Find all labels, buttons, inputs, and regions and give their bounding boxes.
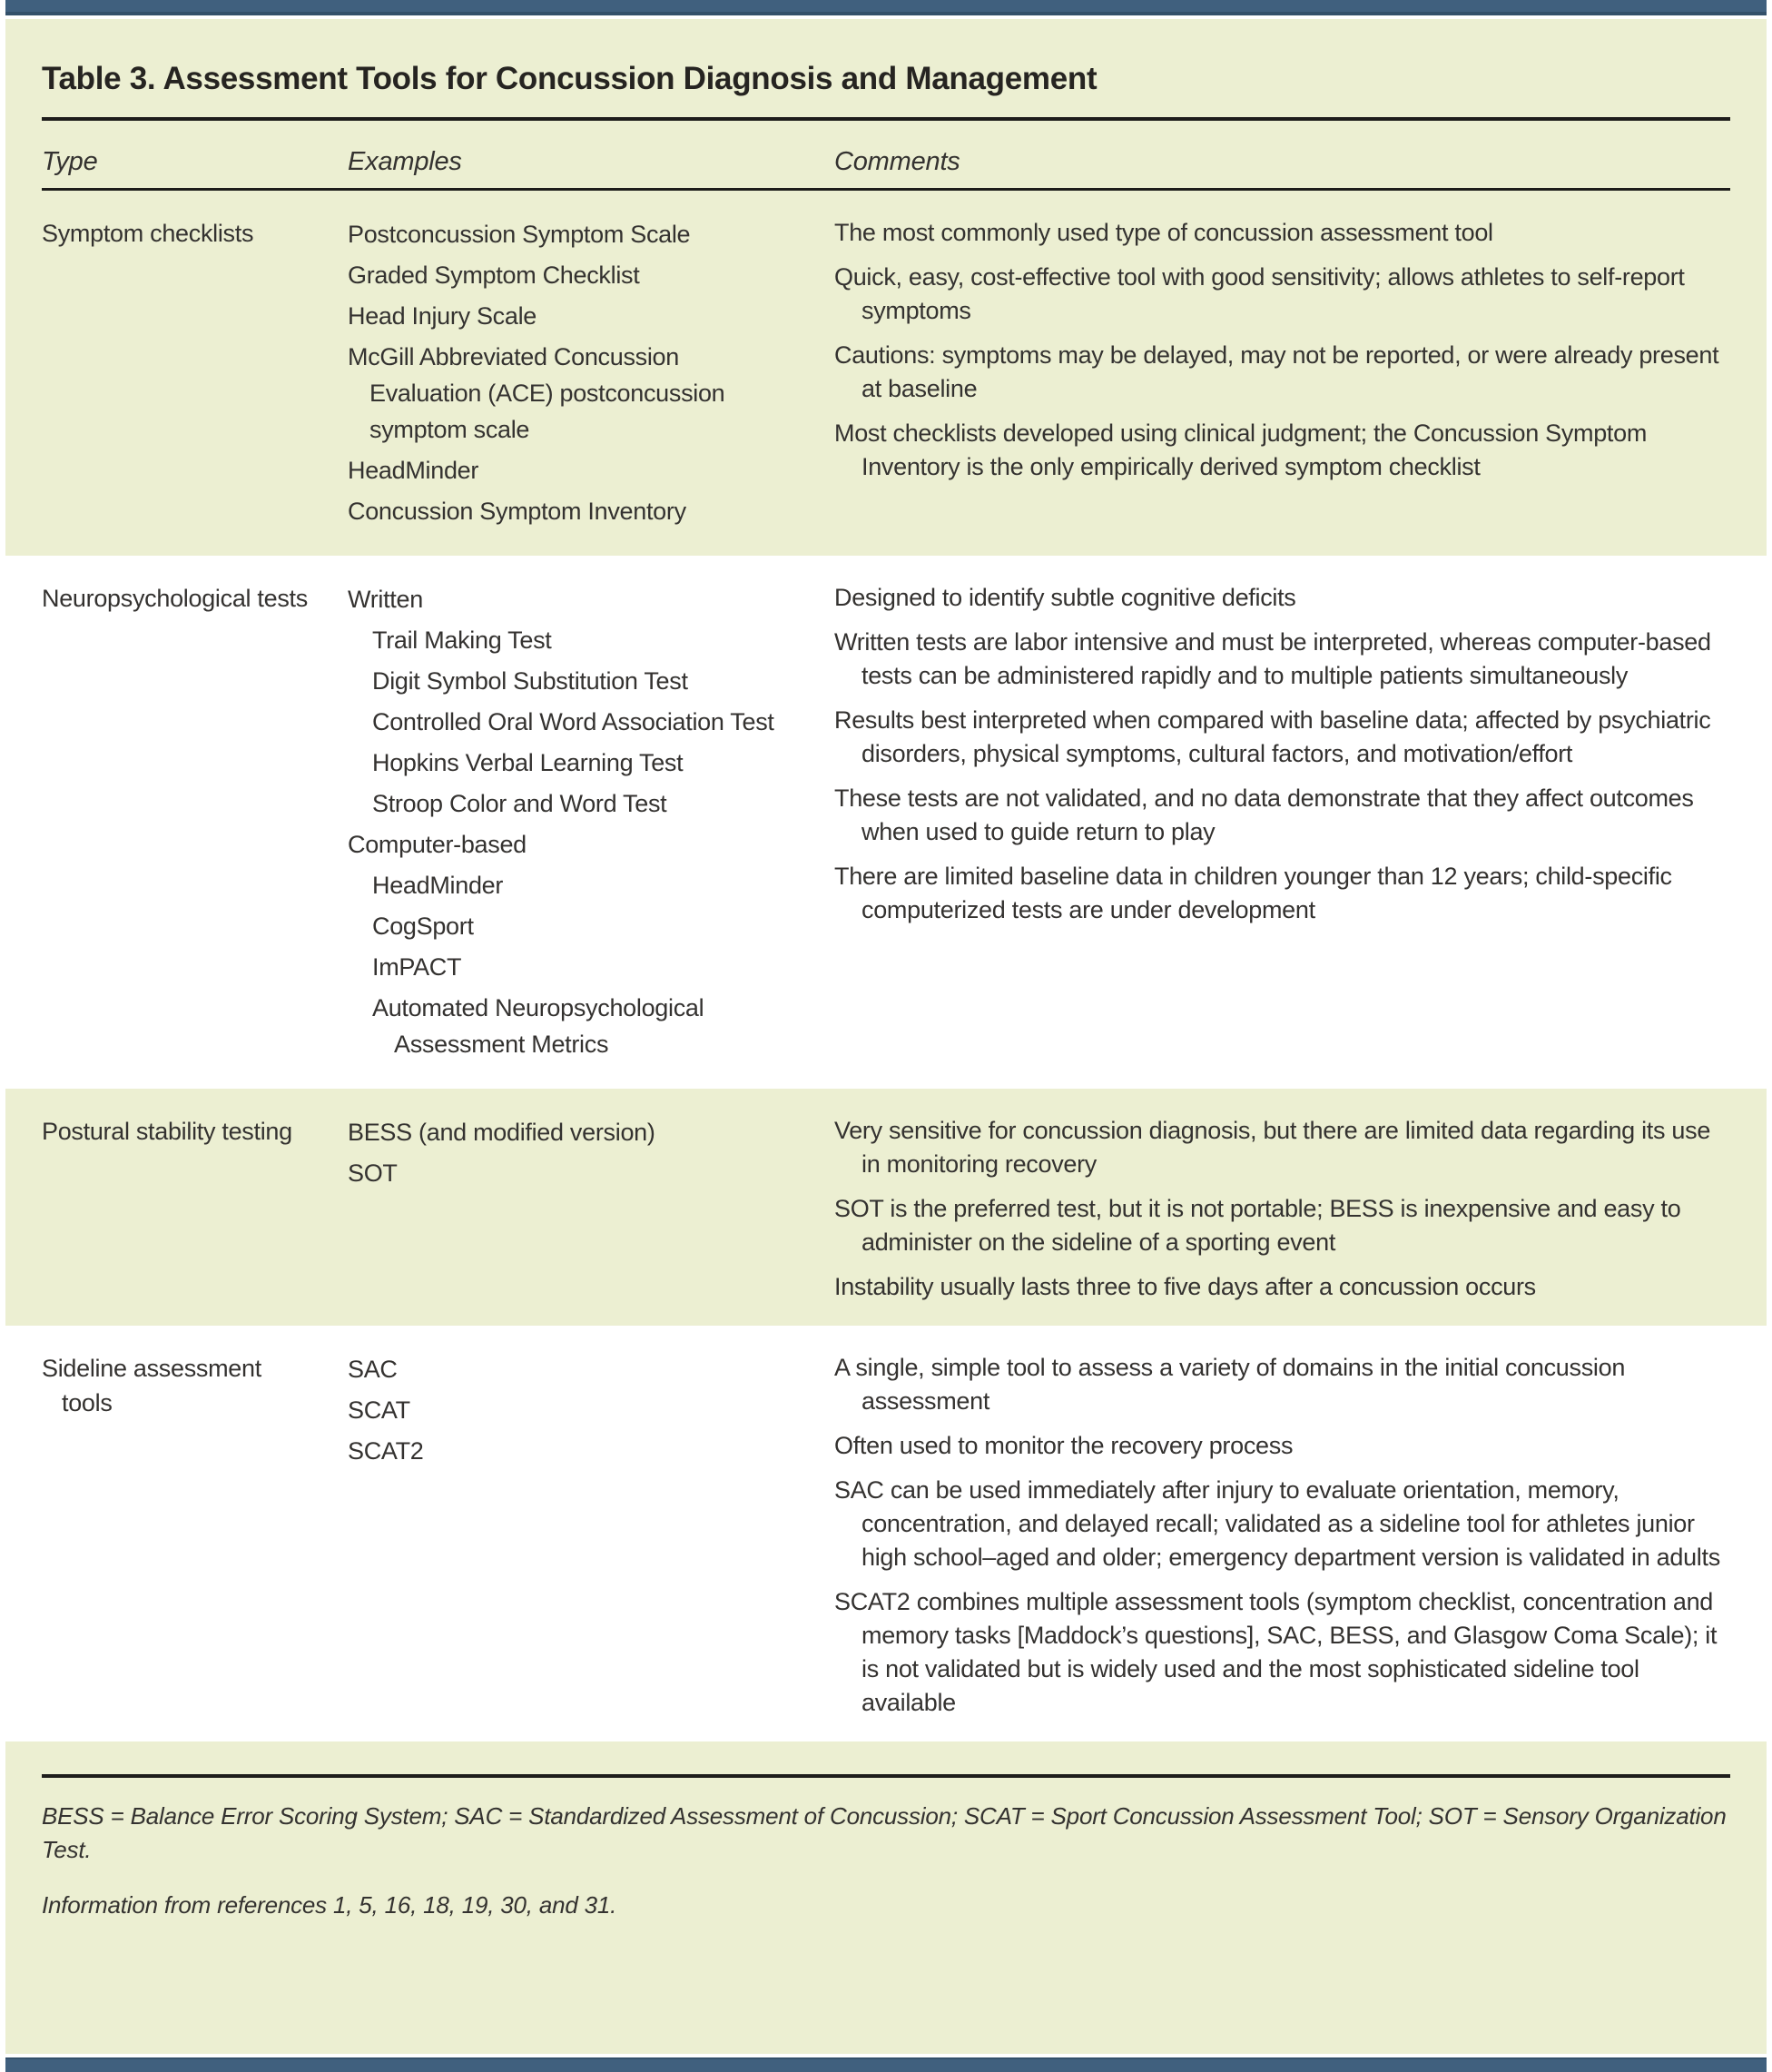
example-item: SCAT2 <box>348 1437 424 1465</box>
example-item: SCAT <box>348 1396 410 1424</box>
example-item: BESS (and modified version) <box>348 1119 655 1146</box>
table-row <box>5 1326 1767 1741</box>
example-item: Automated Neuropsychological Assessment Metrics <box>372 994 704 1058</box>
column-header-type: Type <box>42 147 98 176</box>
example-item: SOT <box>348 1159 398 1187</box>
examples-cell <box>348 1351 834 1720</box>
example-item: Trail Making Test <box>372 627 552 654</box>
example-item: Computer-based <box>348 831 527 858</box>
table-panel <box>5 19 1767 2054</box>
examples-cell <box>348 216 834 534</box>
example-item: Head Injury Scale <box>348 302 537 330</box>
comment-paragraph: Written tests are labor intensive and must be interpreted, whereas computer-based tests can be administered rapidly and to multiple patients simultaneously <box>834 628 1711 689</box>
table-row <box>5 1089 1767 1326</box>
example-item: HeadMinder <box>348 457 479 484</box>
comment-paragraph: These tests are not validated, and no data demonstrate that they affect outcomes when used to guide return to play <box>834 784 1694 845</box>
example-item: HeadMinder <box>372 872 504 899</box>
bottom-accent-bar <box>5 2057 1767 2072</box>
comment-paragraph: SOT is the preferred test, but it is not portable; BESS is inexpensive and easy to administer on the sideline of a sporting event <box>834 1195 1681 1256</box>
comment-paragraph: Often used to monitor the recovery process <box>834 1432 1294 1459</box>
comment-paragraph: Designed to identify subtle cognitive deficits <box>834 584 1296 611</box>
examples-cell <box>348 581 834 1067</box>
comment-paragraph: A single, simple tool to assess a variety of domains in the initial concussion assessment <box>834 1354 1626 1415</box>
example-item: Graded Symptom Checklist <box>348 261 640 289</box>
comment-paragraph: The most commonly used type of concussion assessment tool <box>834 219 1493 246</box>
comments-cell <box>834 216 1730 534</box>
table-footer <box>5 1774 1767 1949</box>
type-cell <box>42 1351 348 1720</box>
row-type-label: Sideline assessment tools <box>42 1355 261 1416</box>
row-type-label: Neuropsychological tests <box>42 585 308 612</box>
example-item: Digit Symbol Substitution Test <box>372 667 688 695</box>
comment-paragraph: Cautions: symptoms may be delayed, may not be reported, or were already present at baseline <box>834 341 1719 402</box>
table-title: Table 3. Assessment Tools for Concussion Diagnosis and Management <box>42 61 1098 96</box>
column-header-comments: Comments <box>834 147 960 176</box>
column-header-row <box>5 121 1767 177</box>
table-body <box>5 191 1767 1741</box>
comment-paragraph: Most checklists developed using clinical judgment; the Concussion Symptom Inventory is the only empirically derived symptom checklist <box>834 419 1648 480</box>
row-type-label: Symptom checklists <box>42 220 254 247</box>
comment-paragraph: Quick, easy, cost-effective tool with good sensitivity; allows athletes to self-report symptoms <box>834 263 1685 324</box>
comments-cell <box>834 1114 1730 1304</box>
abbreviations-note: BESS = Balance Error Scoring System; SAC = Standardized Assessment of Concussion; SCAT = Sport Concussion Assessment Tool; SOT = Sensory Organization Test. <box>42 1802 1727 1863</box>
comment-paragraph: SCAT2 combines multiple assessment tools (symptom checklist, concentration and memory tasks [Maddock’s questions], SAC, BESS, and Glasgow Coma Scale); it is not validated but is widely used and the most sophisticated sideline tool available <box>834 1588 1718 1716</box>
column-header-examples: Examples <box>348 147 462 176</box>
comment-paragraph: Very sensitive for concussion diagnosis, but there are limited data regarding its use in monitoring recovery <box>834 1117 1711 1178</box>
table-row <box>5 556 1767 1089</box>
comment-paragraph: There are limited baseline data in children younger than 12 years; child-specific computerized tests are under development <box>834 863 1672 923</box>
row-type-label: Postural stability testing <box>42 1118 292 1145</box>
example-item: SAC <box>348 1356 398 1383</box>
type-cell <box>42 581 348 1067</box>
comment-paragraph: Instability usually lasts three to five days after a concussion occurs <box>834 1273 1536 1300</box>
comments-cell <box>834 1351 1730 1720</box>
example-item: Controlled Oral Word Association Test <box>372 708 774 735</box>
type-cell <box>42 1114 348 1304</box>
source-note: Information from references 1, 5, 16, 18, 19, 30, and 31. <box>42 1891 617 1919</box>
table-row <box>5 191 1767 556</box>
example-item: Concussion Symptom Inventory <box>348 498 686 525</box>
top-accent-bar <box>5 0 1767 15</box>
comments-cell <box>834 581 1730 1067</box>
comment-paragraph: SAC can be used immediately after injury to evaluate orientation, memory, concentration, and delayed recall; validated as a sideline tool for athletes junior high school–aged and older; emergency department version is validated in adults <box>834 1476 1720 1571</box>
comment-paragraph: Results best interpreted when compared with baseline data; affected by psychiatric disorders, physical symptoms, cultural factors, and motivation/effort <box>834 706 1711 767</box>
type-cell <box>42 216 348 534</box>
example-item: Postconcussion Symptom Scale <box>348 221 691 248</box>
example-item: Stroop Color and Word Test <box>372 790 667 817</box>
footer-divider <box>42 1774 1730 1778</box>
example-item: CogSport <box>372 913 474 940</box>
example-item: ImPACT <box>372 953 462 981</box>
example-item: Written <box>348 586 423 613</box>
example-item: McGill Abbreviated Concussion Evaluation (ACE) postconcussion symptom scale <box>348 343 725 443</box>
example-item: Hopkins Verbal Learning Test <box>372 749 684 776</box>
examples-cell <box>348 1114 834 1304</box>
